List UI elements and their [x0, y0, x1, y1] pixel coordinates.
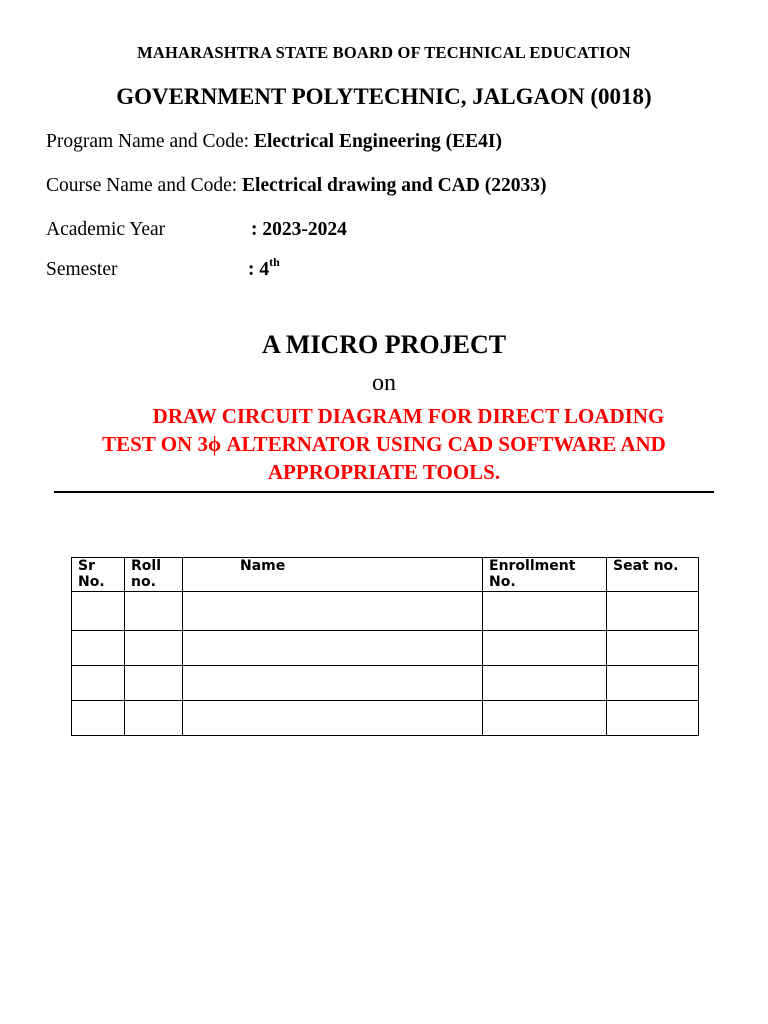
table-row [72, 666, 699, 701]
header-enrollment-no [483, 558, 607, 592]
academic-year-value: : 2023-2024 [251, 219, 347, 240]
board-name: MAHARASHTRA STATE BOARD OF TECHNICAL EDUCATION [137, 43, 631, 62]
header-name: Name [183, 558, 483, 592]
table-cell [607, 592, 699, 631]
divider-line [54, 491, 714, 493]
table-cell [183, 666, 483, 701]
table-cell [607, 701, 699, 736]
program-label: Program Name and Code: [46, 131, 254, 152]
table-cell [125, 631, 183, 666]
header-roll-line1: Roll [131, 558, 161, 574]
table-cell [483, 631, 607, 666]
table-cell [125, 701, 183, 736]
table-cell [483, 592, 607, 631]
semester-label: Semester [46, 259, 118, 280]
table-cell [72, 592, 125, 631]
topic-line-2: TEST ON 3ϕ ALTERNATOR USING CAD SOFTWARE AND [102, 432, 666, 456]
table-cell [183, 592, 483, 631]
table-cell [72, 631, 125, 666]
program-value: Electrical Engineering (EE4I) [253, 131, 503, 152]
header-roll-line2: no. [131, 574, 156, 590]
header-sr-line1: Sr [78, 558, 95, 574]
semester-value [248, 255, 280, 281]
table-cell [125, 592, 183, 631]
table-cell [483, 666, 607, 701]
project-title: A MICRO PROJECT [261, 330, 507, 359]
table-cell [72, 701, 125, 736]
table-cell [183, 631, 483, 666]
header-enroll-line2: No. [489, 574, 516, 590]
members-table [71, 557, 699, 736]
program-row [46, 131, 502, 153]
semester-number: : 4 [248, 259, 270, 280]
header-roll-no [125, 558, 183, 592]
table-cell [72, 666, 125, 701]
course-row [46, 175, 546, 197]
course-label: Course Name and Code: [46, 175, 243, 196]
table-cell [483, 701, 607, 736]
table-cell [183, 701, 483, 736]
table-row [72, 701, 699, 736]
topic-line-1: DRAW CIRCUIT DIAGRAM FOR DIRECT LOADING [152, 404, 665, 428]
header-enroll-line1: Enrollment [489, 558, 576, 574]
topic-line-3: APPROPRIATE TOOLS. [267, 460, 501, 484]
project-on: on [372, 370, 396, 396]
table-row [72, 631, 699, 666]
table-cell [125, 666, 183, 701]
academic-year-label: Academic Year [46, 219, 166, 240]
institute-name: GOVERNMENT POLYTECHNIC, JALGAON (0018) [116, 84, 652, 109]
header-sr-no [72, 558, 125, 592]
table-row [72, 592, 699, 631]
table-header-row [72, 558, 699, 592]
table-cell [607, 631, 699, 666]
header-seat-no: Seat no. [607, 558, 699, 592]
table-cell [607, 666, 699, 701]
semester-suffix: th [269, 255, 280, 269]
header-sr-line2: No. [78, 574, 105, 590]
course-value: Electrical drawing and CAD (22033) [242, 175, 547, 196]
project-topic [40, 402, 728, 486]
